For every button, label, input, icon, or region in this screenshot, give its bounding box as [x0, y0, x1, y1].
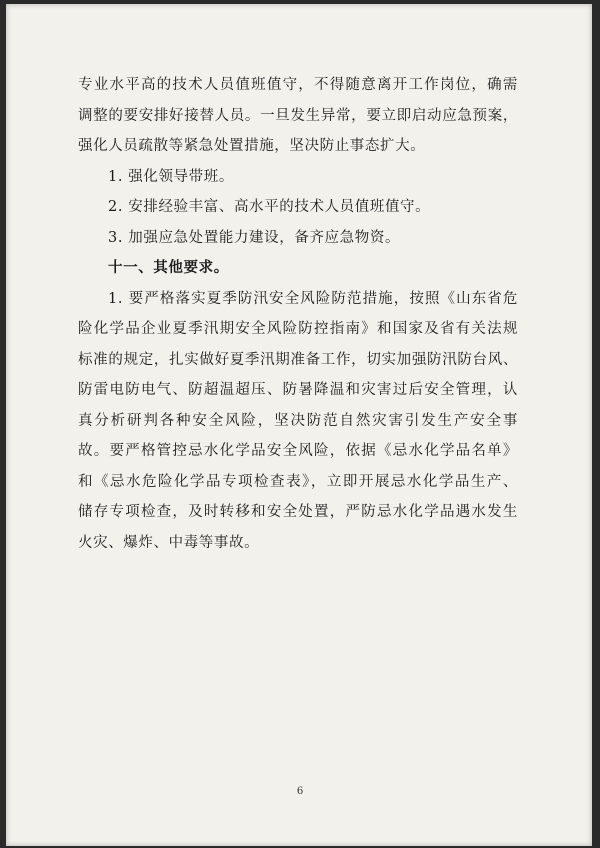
section-heading: 十一、其他要求。	[108, 259, 229, 276]
text-line: 调整的要安排好接替人员。一旦发生异常，要立即启动应急预案，	[78, 107, 518, 124]
text-line: 防雷电防电气、防超温超压、防暑降温和灾害过后安全管理，认	[78, 382, 518, 398]
text-line: 真分析研判各种安全风险，坚决防范自然灾害引发生产安全事	[78, 412, 518, 429]
text-line: 火灾、爆炸、中毒等事故。	[78, 534, 260, 551]
text-line: 储存专项检查，及时转移和安全处置，严防忌水化学品遇水发生	[78, 504, 518, 520]
text-line: 专业水平高的技术人员值班值守，不得随意离开工作岗位，确需	[78, 77, 518, 93]
text-line: 故。要严格管控忌水化学品安全风险，依据《忌水化学品名单》	[78, 443, 518, 459]
list-item: 2. 安排经验丰富、高水平的技术人员值班值守。	[108, 199, 431, 215]
text-line: 和《忌水危险化学品专项检查表》，立即开展忌水化学品生产、	[78, 473, 518, 490]
document-body	[78, 70, 518, 558]
text-line: 强化人员疏散等紧急处置措施，坚决防止事态扩大。	[78, 138, 426, 154]
list-item: 1. 强化领导带班。	[108, 168, 234, 185]
page-number: 6	[296, 786, 304, 797]
text-line: 险化学品企业夏季汛期安全风险防控指南》和国家及省有关法规	[78, 321, 518, 337]
text-line: 标准的规定，扎实做好夏季汛期准备工作，切实加强防汛防台风、	[78, 351, 518, 368]
list-item: 3. 加强应急处置能力建设，备齐应急物资。	[108, 229, 401, 246]
text-line: 1. 要严格落实夏季防汛安全风险防范措施，按照《山东省危	[108, 290, 518, 307]
